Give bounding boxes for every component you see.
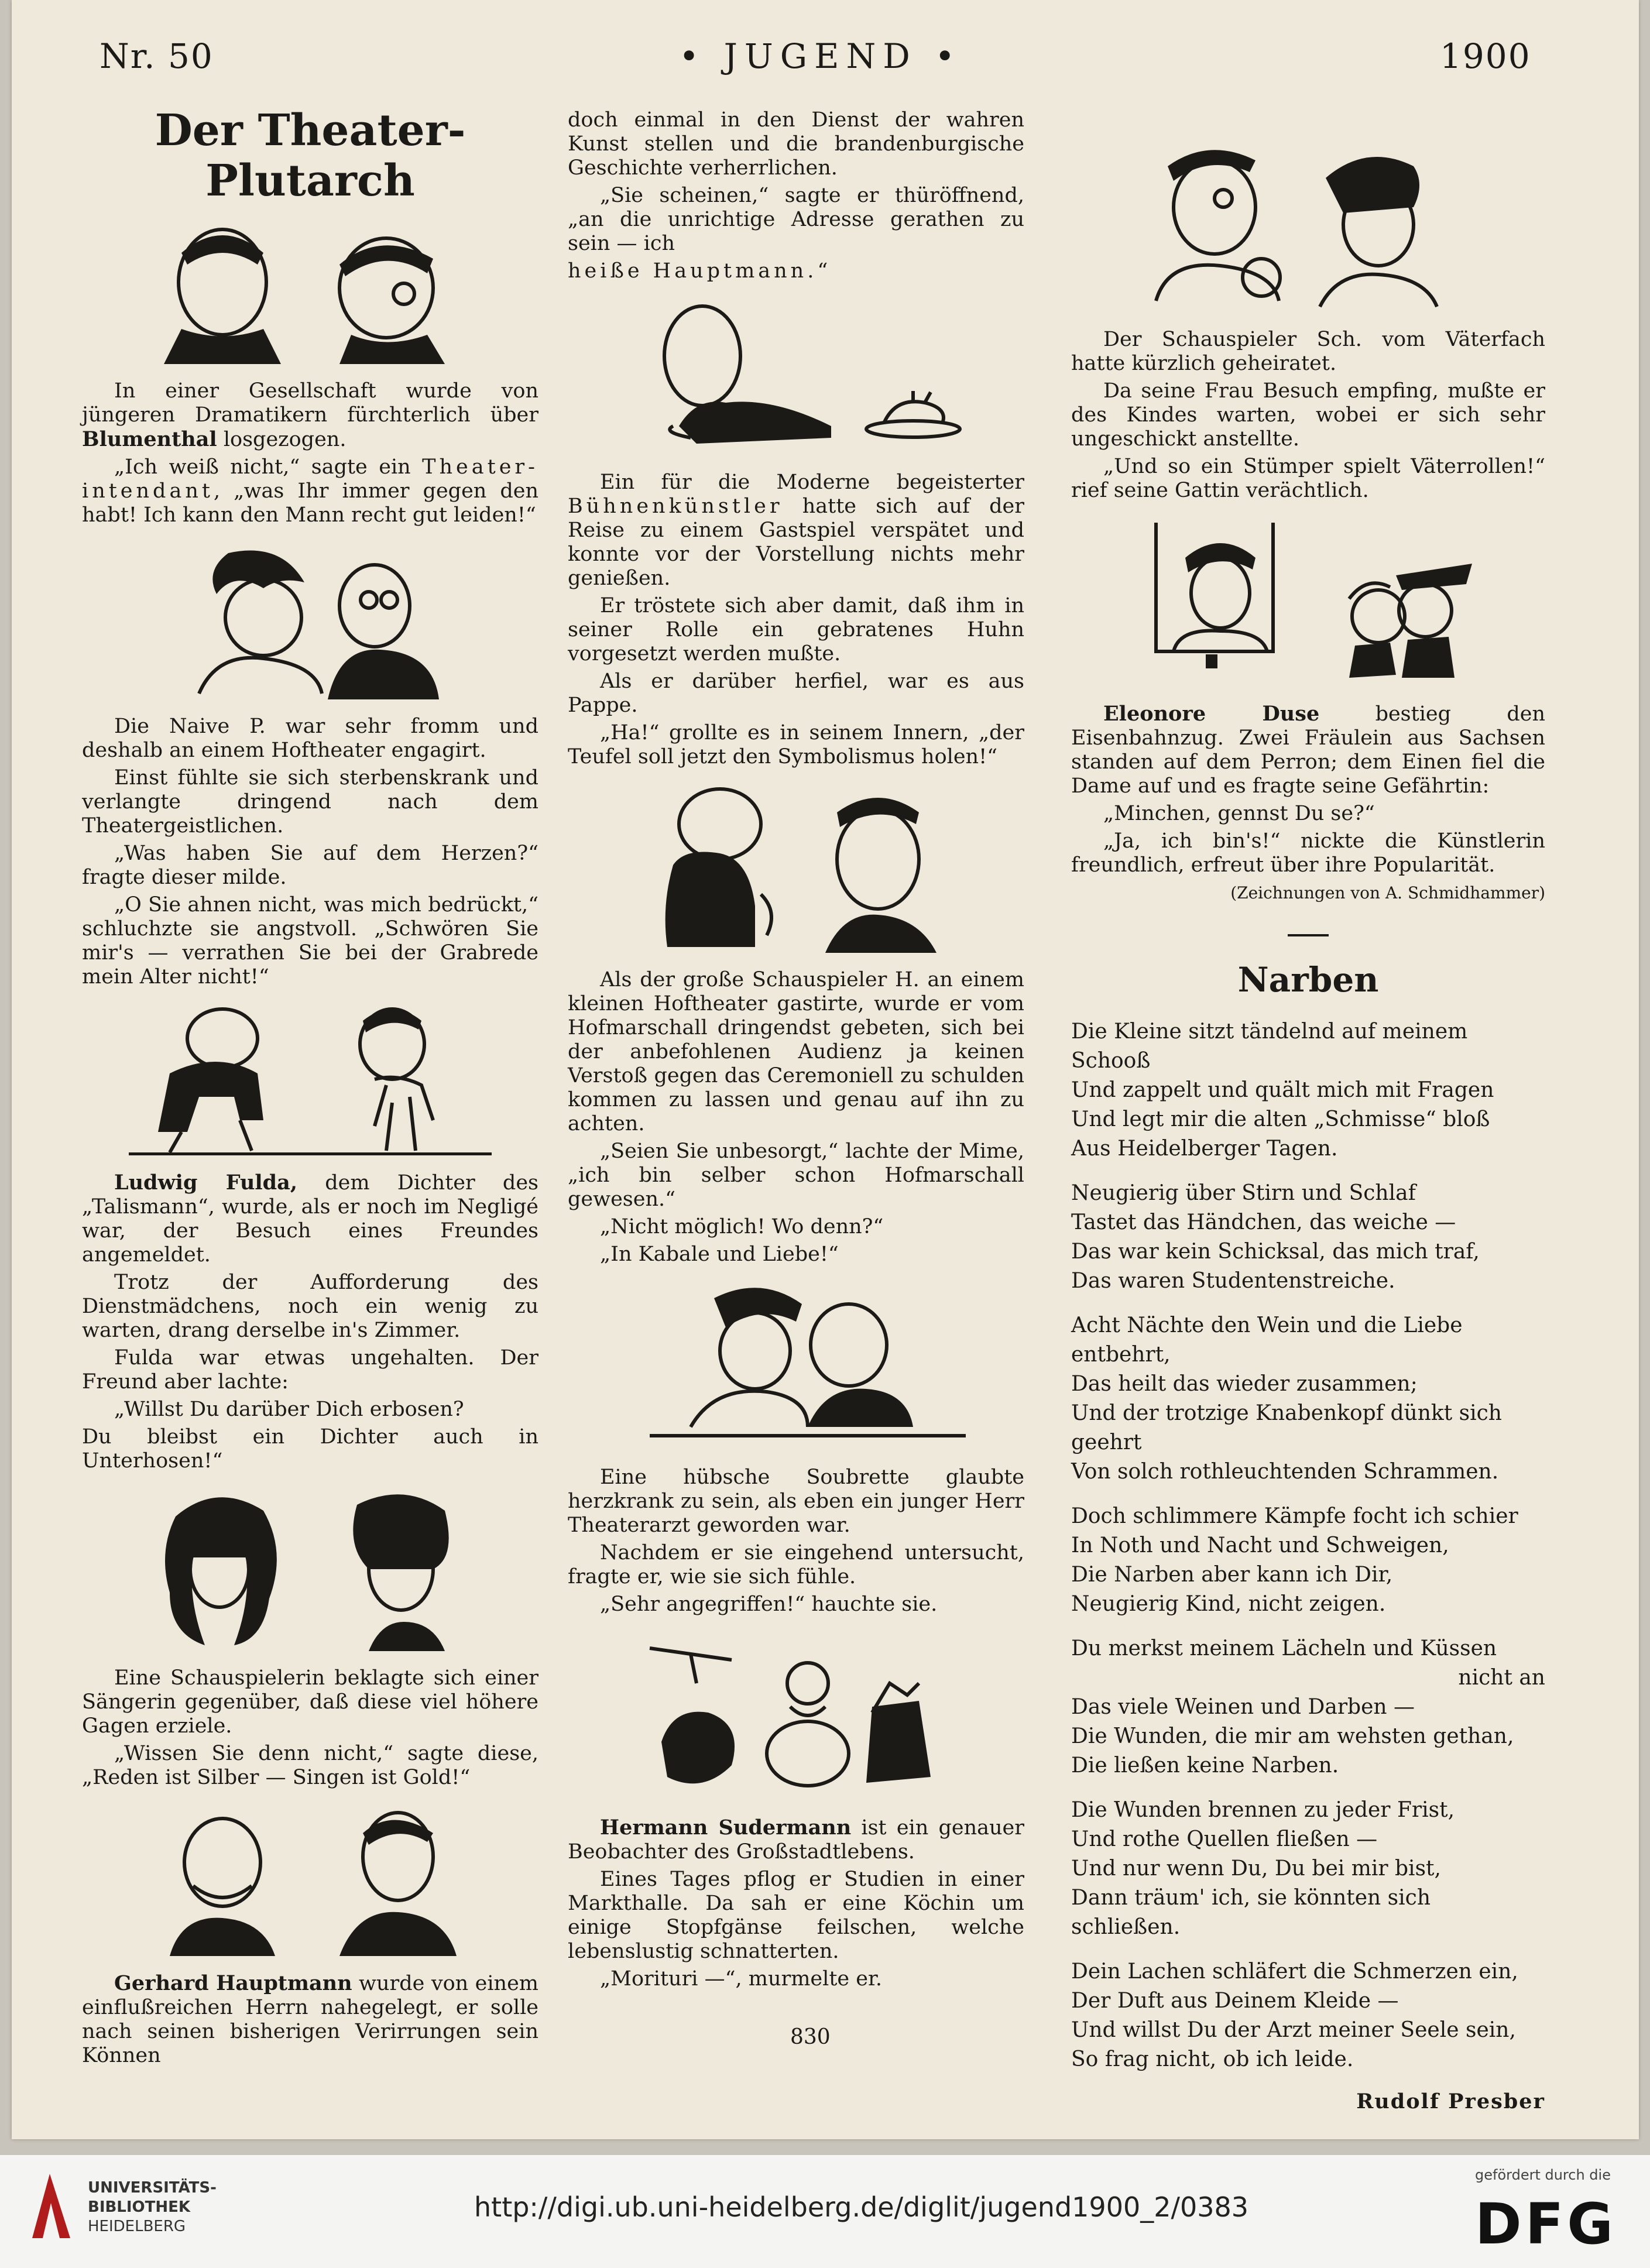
poem-line: Die Narben aber kann ich Dir, — [1071, 1563, 1393, 1587]
poem-line: In Noth und Nacht und Schweigen, — [1071, 1533, 1449, 1557]
poem-author: Rudolf Presber — [1356, 2089, 1545, 2113]
poem-stanza — [1071, 1502, 1545, 1619]
illustration-soubrette — [615, 1275, 977, 1450]
dfg-logo: DFG — [1475, 2191, 1617, 2257]
paragraph: „Wissen Sie denn nicht,“ sagte diese, „Reden ist Silber — Singen ist Gold!“ — [82, 1742, 538, 1789]
library-logo-icon — [26, 2168, 76, 2244]
verse-line: „Willst Du darüber Dich erbosen? — [114, 1398, 464, 1421]
poem-line: Doch schlimmere Kämpfe focht ich schier — [1071, 1504, 1518, 1528]
paragraph: Er tröstete sich aber damit, daß ihm in seiner Rolle ein gebratenes Huhn vorgesetzt werden mußte. — [568, 594, 1024, 665]
illustration-marshal-and-actor — [615, 777, 977, 953]
verse-line: Du bleibst ein Dichter auch in Unterhosen!“ — [82, 1425, 538, 1473]
poem-line: nicht an — [1458, 1666, 1545, 1690]
paragraph: Eines Tages pflog er Studien in einer Markthalle. Da sah er eine Köchin um einige Stopfgänse feilschen, welche lebenslustig schnatterten. — [568, 1868, 1024, 1963]
poem-line: Und der trotzige Knabenkopf dünkt sich geehrt — [1071, 1401, 1502, 1454]
column-1 — [82, 105, 538, 2071]
paragraph: Der Schauspieler Sch. vom Väterfach hatte kürzlich geheiratet. — [1071, 328, 1545, 375]
paragraph: Als er darüber herfiel, war es aus Pappe. — [568, 670, 1024, 717]
poem-line: Und zappelt und quält mich mit Fragen — [1071, 1078, 1494, 1102]
spaced-line: heiße Hauptmann.“ — [568, 259, 832, 283]
magazine-page — [12, 0, 1639, 2139]
name-sudermann: Hermann Sudermann — [600, 1816, 852, 1840]
poem-line: Das waren Studentenstreiche. — [1071, 1269, 1395, 1293]
paragraph: „Nicht möglich! Wo denn?“ — [600, 1215, 884, 1238]
paragraph: dem Dichter des „Talismann“, wurde, als er noch im Negligé war, der Besuch eines Freundes angemeldet. — [82, 1171, 538, 1267]
paragraph: „Ja, ich bin's!“ nickte die Künstlerin freundlich, erfreut über ihre Popularität. — [1071, 829, 1545, 877]
paragraph: Eine hübsche Soubrette glaubte herzkrank zu sein, als eben ein junger Herr Theaterarzt geworden war. — [568, 1466, 1024, 1537]
paragraph: „Sie scheinen,“ sagte er thüröffnend, „an die unrichtige Adresse gerathen zu sein — ich — [568, 184, 1024, 255]
poem-line: Von solch rothleuchtenden Schrammen. — [1071, 1460, 1499, 1484]
illustration-father-and-child — [1121, 125, 1495, 313]
section-title: Der Theater-Plutarch — [155, 105, 466, 206]
poem-line: Und legt mir die alten „Schmisse“ bloß — [1071, 1107, 1490, 1131]
paragraph: Die Naive P. war sehr fromm und deshalb an einem Hoftheater engagirt. — [82, 715, 538, 762]
paragraph: Da seine Frau Besuch empfing, mußte er des Kindes warten, wobei er sich sehr ungeschickt anstellte. — [1071, 379, 1545, 451]
journal-title: • JUGEND • — [679, 36, 962, 76]
poem-line: Und rothe Quellen fließen — — [1071, 1827, 1378, 1851]
illustration-credit: (Zeichnungen von A. Schmidhammer) — [1230, 883, 1545, 903]
poem-stanza — [1071, 1957, 1545, 2074]
illustration-two-singers — [117, 1481, 503, 1651]
poem-line: Aus Heidelberger Tagen. — [1071, 1137, 1338, 1161]
paragraph: wurde von einem einflußreichen Herrn nahegelegt, er solle nach seinen bisherigen Verirrungen sein Können — [82, 1972, 538, 2067]
library-footer — [0, 2155, 1650, 2268]
paragraph: doch einmal in den Dienst der wahren Kunst stellen und die brandenburgische Geschichte verherrlichen. — [568, 108, 1024, 180]
poem-title: Narben — [1237, 960, 1379, 1000]
paragraph: „Sehr angegriffen!“ hauchte sie. — [600, 1593, 938, 1616]
paragraph: „Seien Sie unbesorgt,“ lachte der Mime, „ich bin selber schon Hofmarschall gewesen.“ — [568, 1140, 1024, 1211]
poem-line: Die Wunden, die mir am wehsten gethan, — [1071, 1724, 1514, 1748]
poem-line: Dein Lachen schläfert die Schmerzen ein, — [1071, 1960, 1518, 1984]
paragraph: „In Kabale und Liebe!“ — [600, 1243, 839, 1266]
paragraph: Fulda war etwas ungehalten. Der Freund aber lachte: — [82, 1346, 538, 1394]
poem-line: Das heilt das wieder zusammen; — [1071, 1372, 1418, 1396]
year: 1900 — [1440, 36, 1531, 76]
poem-line: Die Wunden brennen zu jeder Frist, — [1071, 1798, 1455, 1822]
paragraph: ist ein genauer Beobachter des Großstadtlebens. — [568, 1816, 1024, 1864]
paragraph: Trotz der Aufforderung des Dienstmädchens, noch ein wenig zu warten, drang derselbe in's Zimmer. — [82, 1271, 538, 1342]
poem-line: Neugierig über Stirn und Schlaf — [1071, 1181, 1416, 1205]
illustration-duse-at-window — [1121, 511, 1495, 687]
paragraph: „O Sie ahnen nicht, was mich bedrückt,“ schluchzte sie angstvoll. „Schwören Sie mir's — verrathen Sie bei der Grabrede mein Alter nicht!“ — [82, 893, 538, 989]
divider — [1288, 934, 1329, 936]
poem-line: Tastet das Händchen, das weiche — — [1071, 1210, 1456, 1234]
illustration-actress-and-priest — [129, 536, 492, 699]
poem — [1071, 1017, 1545, 2074]
paragraph: „Ich weiß nicht,“ sagte ein — [114, 455, 411, 479]
spaced-word: Bühnenkünstler — [568, 495, 783, 518]
poem-stanza — [1071, 1179, 1545, 1296]
poem-line: Acht Nächte den Wein und die Liebe entbehrt, — [1071, 1313, 1463, 1367]
poem-line: Und willst Du der Arzt meiner Seele sein, — [1071, 2018, 1516, 2042]
paragraph: hatte sich auf der Reise zu einem Gastspiel verspätet und konnte vor der Vorstellung nichts mehr genießen. — [568, 495, 1024, 590]
paragraph: Eine Schauspielerin beklagte sich einer Sängerin gegenüber, daß diese viel höhere Gagen erziele. — [82, 1666, 538, 1738]
poem-stanza — [1071, 1796, 1545, 1942]
poem-line: Die ließen keine Narben. — [1071, 1754, 1339, 1778]
illustration-hauptmann — [117, 1798, 503, 1956]
source-url-link[interactable]: http://digi.ub.uni-heidelberg.de/diglit/jugend1900_2/0383 — [474, 2191, 1249, 2223]
column-2 — [568, 108, 1024, 1995]
poem-stanza — [1071, 1017, 1545, 1164]
paragraph: „Und so ein Stümper spielt Väterrollen!“ rief seine Gattin verächtlich. — [1071, 455, 1545, 502]
poem-line: Das war kein Schicksal, das mich traf, — [1071, 1240, 1480, 1264]
poem-line: Und nur wenn Du, Du bei mir bist, — [1071, 1857, 1441, 1881]
paragraph: Nachdem er sie eingehend untersucht, fragte er, wie sie sich fühle. — [568, 1541, 1024, 1588]
poem-line: Dann träum' ich, sie könnten sich schließen. — [1071, 1886, 1431, 1939]
spaced-word: Theater-intendant — [82, 455, 538, 503]
library-name: UNIVERSITÄTS- BIBLIOTHEK HEIDELBERG — [88, 2179, 217, 2235]
name-duse: Eleonore Duse — [1103, 702, 1320, 726]
poem-line: Neugierig Kind, nicht zeigen. — [1071, 1592, 1386, 1616]
page-number: 830 — [790, 2025, 831, 2049]
column-3 — [1071, 117, 1545, 2117]
paragraph: „Was haben Sie auf dem Herzen?“ fragte dieser milde. — [82, 842, 538, 889]
name-fulda: Ludwig Fulda, — [114, 1171, 298, 1195]
paragraph: „Ha!“ grollte es in seinem Innern, „der Teufel soll jetzt den Symbolismus holen!“ — [568, 721, 1024, 768]
funding-label: gefördert durch die — [1475, 2167, 1611, 2183]
paragraph: In einer Gesellschaft wurde von jüngeren Dramatikern fürchterlich über — [82, 379, 538, 427]
poem-stanza — [1071, 1634, 1545, 1780]
poem-line: Du merkst meinem Lächeln und Küssen — [1071, 1636, 1497, 1660]
poem-line: Der Duft aus Deinem Kleide — — [1071, 1989, 1399, 2013]
paragraph: „Minchen, gennst Du se?“ — [1103, 802, 1375, 825]
paragraph: „Morituri —“, murmelte er. — [600, 1967, 882, 1991]
paragraph: , „was Ihr immer gegen den habt! Ich kann den Mann recht gut leiden!“ — [82, 479, 538, 527]
illustration-market-geese — [615, 1625, 977, 1800]
paragraph: Als der große Schauspieler H. an einem kleinen Hoftheater gastirte, wurde er vom Hofmarschall dringendst gebeten, sich bei der anbefohlenen Audienz ja keinen Verstoß gegen das Ceremoniell zu schulden kommen zu lassen und genau auf ihn zu achten. — [568, 968, 1024, 1135]
paragraph: Einst fühlte sie sich sterbenskrank und verlangte dringend nach dem Theatergeistlichen. — [82, 766, 538, 838]
name-blumenthal: Blumenthal — [82, 427, 217, 451]
illustration-two-heads — [129, 218, 492, 364]
paragraph: Ein für die Moderne begeisterter — [600, 471, 1024, 494]
poem-stanza — [1071, 1311, 1545, 1487]
illustration-fulda-visit — [117, 997, 503, 1155]
name-hauptmann: Gerhard Hauptmann — [114, 1971, 352, 1995]
poem-line: Das viele Weinen und Darben — — [1071, 1695, 1415, 1719]
issue-number: Nr. 50 — [100, 36, 214, 76]
paragraph: losgezogen. — [223, 428, 347, 451]
poem-line: Die Kleine sitzt tändelnd auf meinem Schooß — [1071, 1020, 1468, 1073]
paragraph: bestieg den Eisenbahnzug. Zwei Fräulein aus Sachsen standen auf dem Perron; dem Einen fiel die Dame auf und es fragte seine Gefährtin: — [1071, 702, 1545, 798]
illustration-paper-chicken — [609, 291, 983, 455]
poem-line: So frag nicht, ob ich leide. — [1071, 2047, 1354, 2071]
